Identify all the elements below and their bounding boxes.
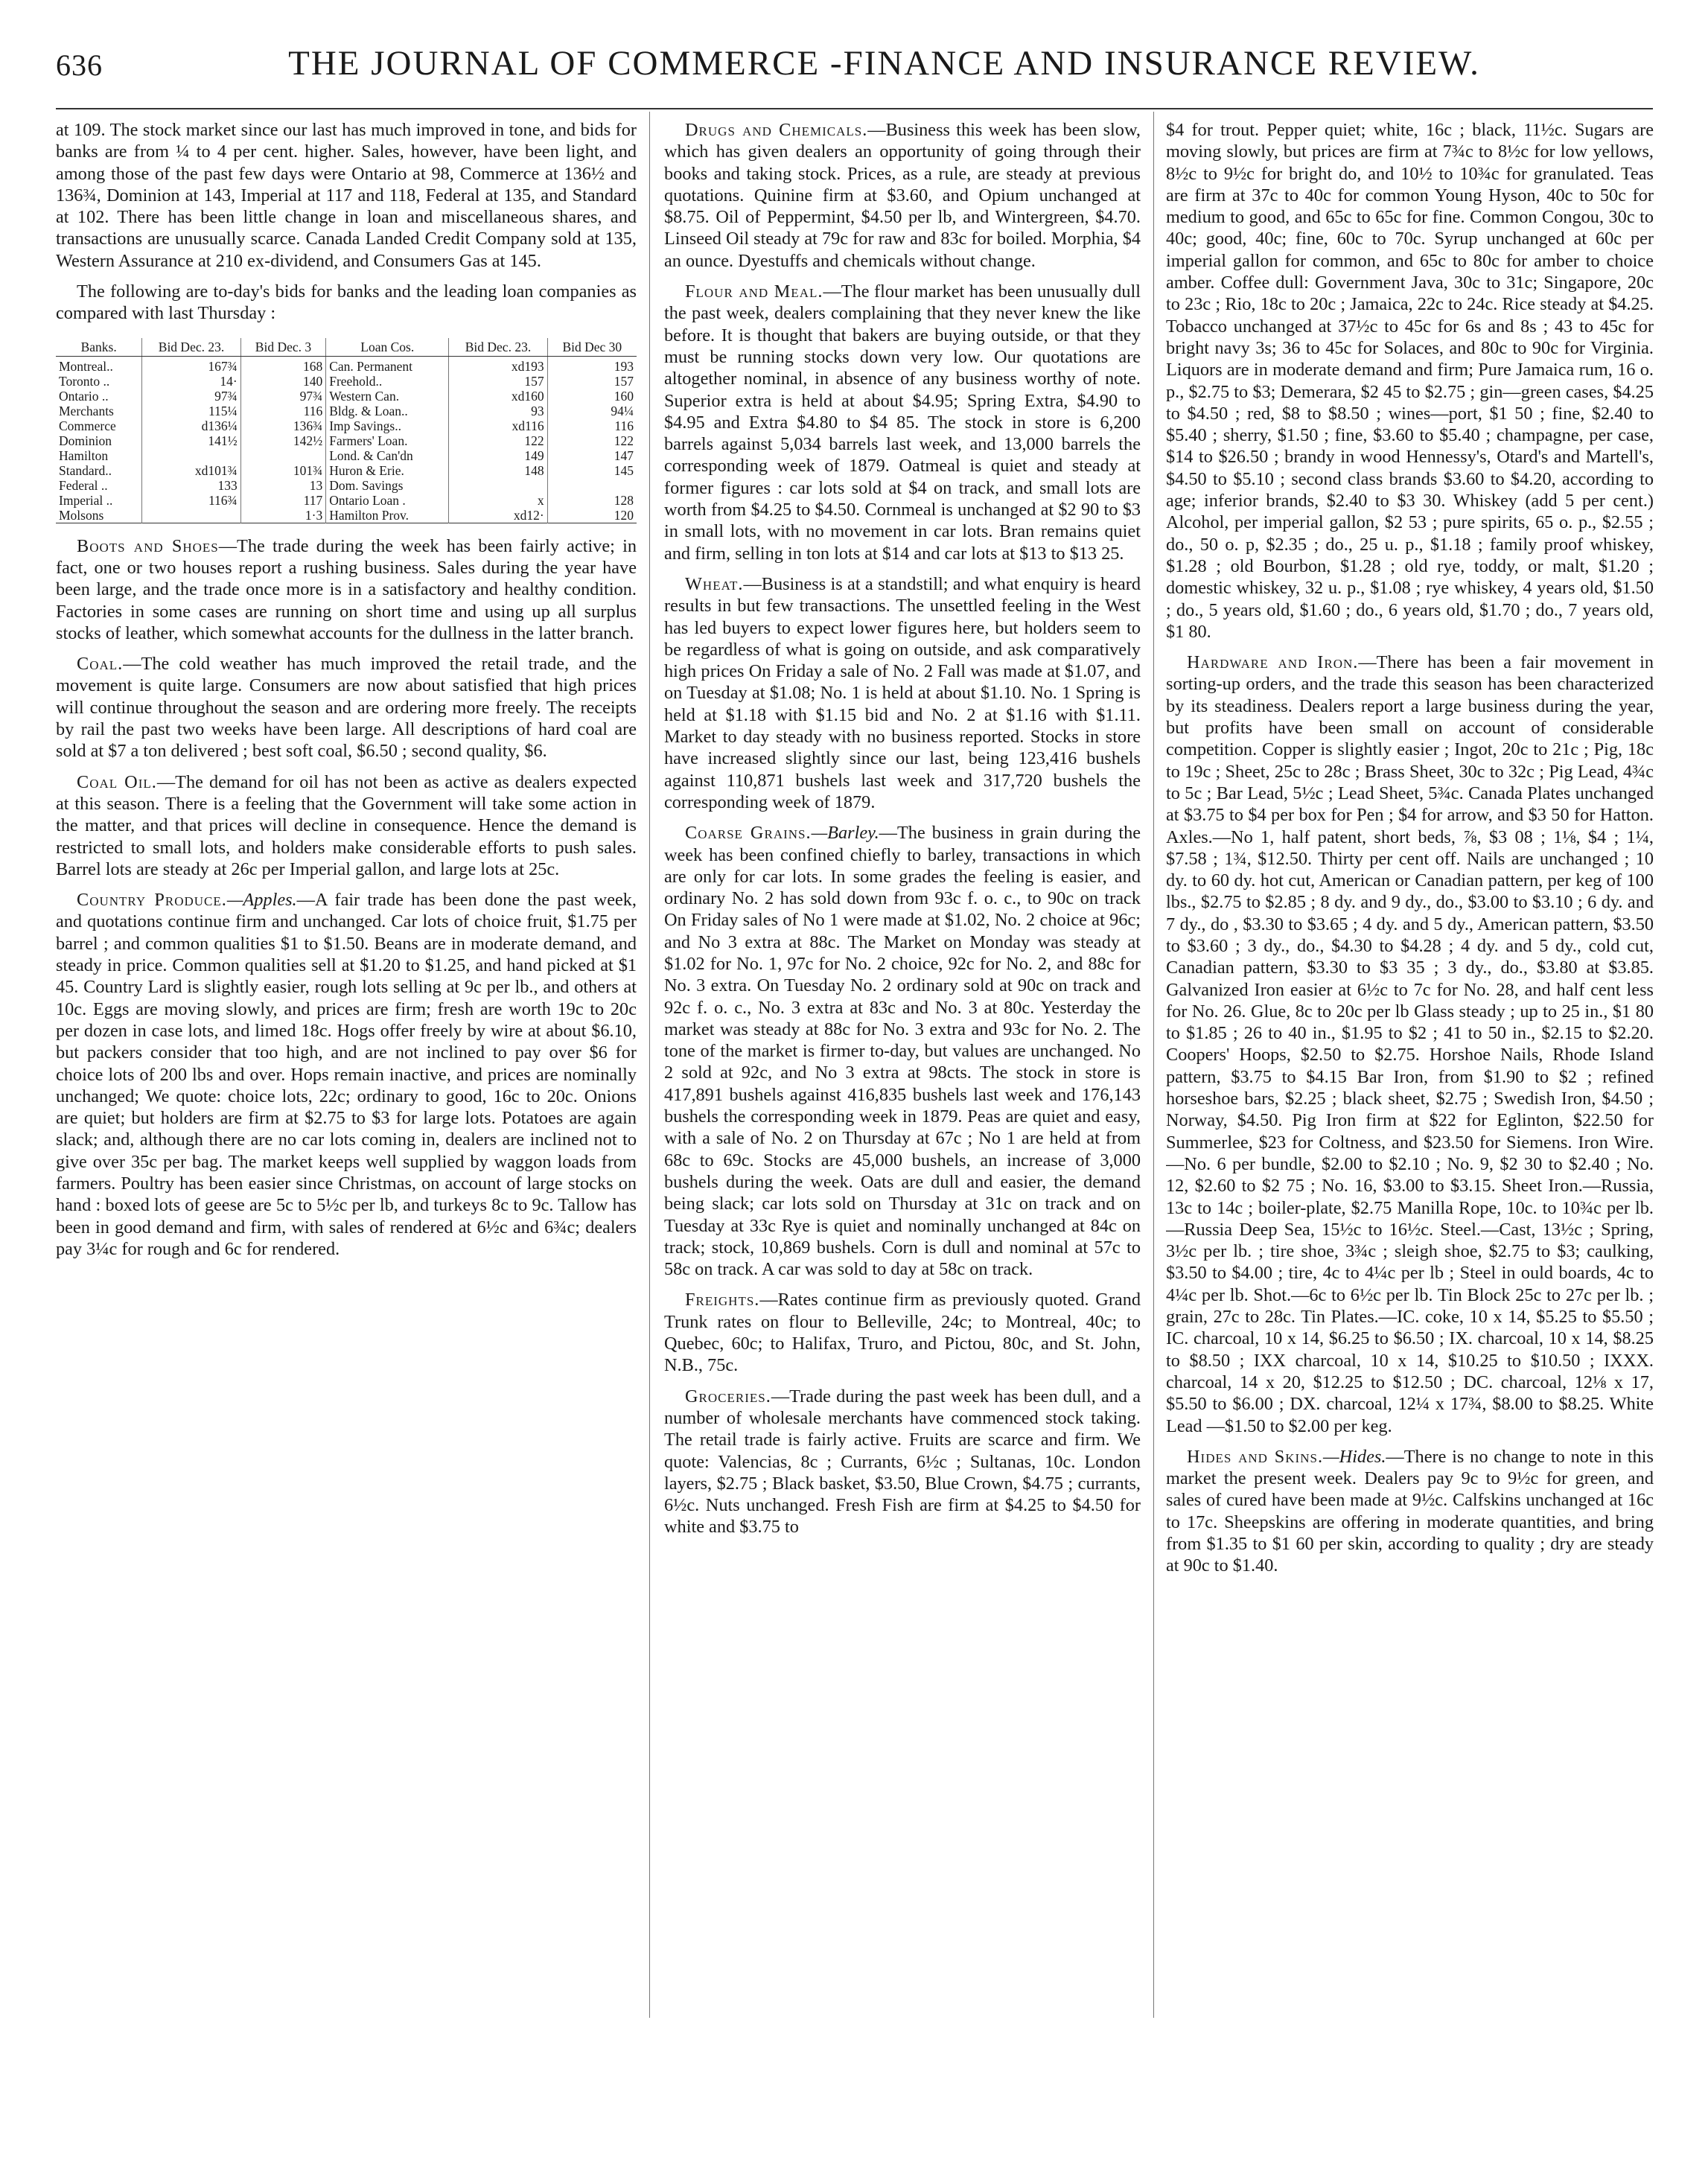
- bids-intro-paragraph: The following are to-day's bids for banks and the leading loan companies as compared with last Thursday :: [56, 281, 637, 324]
- table-cell: 149: [449, 448, 547, 463]
- column-divider-1: [649, 112, 650, 2018]
- hardware-paragraph: [1166, 652, 1654, 1437]
- table-cell: [142, 508, 240, 523]
- section-heading: Wheat.: [685, 573, 744, 594]
- table-row: [56, 493, 637, 508]
- table-cell: Molsons: [56, 508, 142, 523]
- table-cell: [240, 448, 326, 463]
- coal-paragraph: [56, 653, 637, 762]
- hides-paragraph: [1166, 1446, 1654, 1577]
- table-cell: 167¾: [142, 356, 240, 374]
- table-header: Bid Dec. 23.: [142, 338, 240, 357]
- groceries-paragraph: [664, 1386, 1141, 1538]
- table-cell: [142, 448, 240, 463]
- section-text: —The flour market has been unusually dull the past week, dealers complaining that they never knew the like before. It is thought that bakers are buying outside, or that they must be running stocks down very low. Our quotations are altogether nominal, in absence of any business worthy of note. Superior extra is held at about $4.95; Spring Extra, $4.90 to $4.95 and Extra $4.80 to $4 85. The stock in store is 6,200 barrels against 5,034 barrels last week, and 13,000 barrels the corresponding week of 1879. Oatmeal is quiet and steady at former figures : car lots sold at $4 on track, and small lots are worth from $4.25 to $4.50. Cornmeal is unchanged at $2 90 to $3 in small lots, with no movement in car lots. Bran remains quiet and firm, selling in ton lots at $14 and car lots at $13 to $13 25.: [664, 281, 1141, 564]
- table-cell: 93: [449, 404, 547, 418]
- table-cell: Bldg. & Loan..: [326, 404, 449, 418]
- bank-bids-table: [56, 338, 637, 523]
- table-cell: 122: [614, 433, 634, 448]
- section-text: —Trade during the past week has been dull, and a number of wholesale merchants have commenced stock taking. The retail trade is fairly active. Fruits are scarce and firm. We quote: Valencias, 8c ; Currants, 6½c ; Sultanas, 10c. London layers, $2.75 ; Black basket, $3.50, Blue Crown, $4.75 ; currants, 6½c. Nuts unchanged. Fresh Fish are firm at $4.25 to $4.50 for white and $3.75 to: [664, 1386, 1141, 1538]
- section-text: —There is no change to note in this market the present week. Dealers pay 9c to 9½c for green, and sales of cured have been made at 9½c. Calfskins unchanged at 16c to 17c. Sheepskins are offering in moderate quantities, and bring from $1.35 to $1 60 per skin, according to quality ; dry are steady at 90c to $1.40.: [1166, 1446, 1654, 1576]
- table-cell: 147: [614, 447, 634, 463]
- table-cell: Farmers' Loan.: [326, 433, 449, 448]
- table-cell: xd193: [449, 356, 547, 374]
- subsection-heading: —Hides.: [1323, 1446, 1386, 1467]
- section-text: —The business in grain during the week has been confined chiefly to barley, transactions in which are only for car lots. In some grades the feeling is easier, and ordinary No. 2 has sold down from 93c f. o. c., to 90c on track On Friday sales of No 1 were made at $1.02, No. 2 choice at 96c; and No 3 extra at 88c. The Market on Monday was steady at $1.02 for No. 1, 97c for No. 2 choice, 92c for No. 2, and 88c for No. 3 extra. On Tuesday No. 2 ordinary sold at 90c on track and 92c f. o. c., No. 3 extra at 83c and No. 3 at 80c. Yesterday the market was steady at 88c for No. 3 extra and 93c for No. 2. The tone of the market is firmer to-day, but values are unchanged. No 2 sold at 92c, and No 3 extra at 98cts. The stock in store is 417,891 bushels against 416,835 bushels last week and 176,143 bushels the corresponding week in 1879. Peas are quiet and easy, with a sale of No. 2 on Thursday at 67c ; No 1 are held at from 68c to 69c. Stocks are 45,000 bushels, an increase of 3,000 bushels during the week. Oats are dull and easier, the demand being slack; car lots sold on Thursday at 31c on track and on Tuesday at 33c Rye is quiet and nominally unchanged at 84c on track; stock, 10,869 bushels. Corn is dull and nominal at 57c to 58c on track. A car was sold to day at 58c on track.: [664, 823, 1141, 1280]
- running-title: THE JOURNAL OF COMMERCE -FINANCE AND INSURANCE REVIEW.: [288, 44, 1480, 83]
- table-cell: 157: [614, 373, 634, 389]
- header-rule: [56, 108, 1653, 109]
- table-cell: 116: [240, 404, 326, 418]
- table-cell: Dominion: [56, 433, 142, 448]
- section-text: —There has been a fair movement in sorting-up orders, and the trade this season has been characterized by its steadiness. Dealers report a large business during the year, but profits have been small on account of considerable competition. Copper is slightly easier ; Ingot, 20c to 21c ; Pig, 18c to 19c ; Sheet, 25c to 28c ; Brass Sheet, 30c to 32c ; Pig Lead, 4¾c to 5c ; Bar Lead, 5½c ; Lead Sheet, 5¾c. Canada Plates unchanged at $3.75 to $4 per box for Pen ; $4 for arrow, and $3 50 for Hatton. Axles.—No 1, half patent, short beds, ⅞, $3 08 ; 1⅛, $4 ; 1¼, $7.58 ; 1¾, $12.50. Thirty per cent off. Nails are unchanged ; 10 dy. to 60 dy. hot cut, American or Canadian pattern, per keg of 100 lbs., $2.75 to $2.85 ; 8 dy. and 9 dy., do., $3.00 to $3.10 ; 6 dy. and 7 dy., do , $3.30 to $3.65 ; 4 dy. and 5 dy., American pattern, $3.50 to $3.60 ; 3 dy., do., $4.30 to $4.28 ; 4 dy. and 5 dy., cold cut, Canadian pattern, $3.30 to $3 35 ; 3 dy., do., $3.80 at $3.85. Galvanized Iron easier at 6½c to 7c for No. 28, and half cent less for No. 26. Glue, 8c to 20c per lb Glass steady ; up to 25 in., $1 80 to $1.85 ; 26 to 40 in., $1.95 to $2 ; 41 to 50 in., $2.15 to $2.20. Coopers' Hoops, $2.50 to $2.75. Horshoe Nails, Rhode Island pattern, $3.75 to $4.15 Bar Iron, from $1.90 to $2 ; refined horseshoe bars, $2.25 ; black sheet, $2.75 ; Swedish Iron, $4.50 ; Norway, $4.50. Pig Iron firm at $22 for Eglinton, $22.50 for Summerlee, $23 for Coltness, and $23.50 for Siemens. Iron Wire.—No. 6 per bundle, $2.00 to $2.10 ; No. 9, $2 30 to $2.40 ; No. 12, $2.60 to $2 75 ; No. 16, $3.00 to $3.15. Sheet Iron.—Russia, 13c to 14c ; boiler-plate, $2.75 Manilla Rope, 10c. to 10¾c per lb. —Russia Deep Sea, 15½c to 16½c. Steel.—Cast, 13½c ; Spring, 3½c per lb. ; tire shoe, 3¾c ; sleigh shoe, $2.75 to $3; caulking, $3.50 to $4.00 ; tire, 4c to 4¼c per lb ; Steel in ould boards, 4c to 4¼c per lb. Shot.—6c to 6½c per lb. Tin Block 25c to 27c per lb. ; grain, 27c to 28c. Tin Plates.—IC. coke, 10 x 14, $5.25 to $5.50 ; IC. charcoal, 10 x 14, $6.25 to $6.50 ; IX. charcoal, 10 x 14, $8.25 to $8.50 ; IXX charcoal, 10 x 14, $10.25 to $10.50 ; IXXX. charcoal, 14 x 20, $12.25 to $12.50 ; DC. charcoal, 12⅛ x 17, $5.50 to $6.00 ; DX. charcoal, 12¼ x 17¾, $8.00 to $8.25. White Lead —$1.50 to $2.00 per keg.: [1166, 652, 1654, 1436]
- table-header: Bid Dec. 3: [240, 338, 326, 357]
- table-cell: 94¼: [611, 403, 634, 418]
- table-cell: Federal ..: [56, 478, 142, 493]
- table-cell: [449, 478, 547, 493]
- table-header: Bid Dec 30: [547, 338, 637, 357]
- section-heading: Country Produce.: [77, 890, 227, 911]
- wheat-paragraph: [664, 573, 1141, 813]
- section-text: —The cold weather has much improved the retail trade, and the movement is quite large. Consumers are now about satisfied that high prices will continue throughout the season and are ordering more freely. The receipts by rail the past two weeks have been large. All descriptions of hard coal are sold at $7 a ton delivered ; best soft coal, $6.50 ; second quality, $6.: [56, 654, 637, 762]
- section-text: —Business is at a standstill; and what enquiry is heard results in but few transactions. The unsettled feeling in the West has led buyers to expect lower figures here, but holders seem to be regardless of what is going on outside, and ask comparatively high prices On Friday a sale of No. 2 Fall was made at $1.07, and on Tuesday at $1.08; No. 1 is held at about $1.10. No. 1 Spring is held at $1.18 with $1.15 bid and No. 2 at $1.16 with $1.11. Market to day steady with no business reported. Stocks in store have increased slightly since our last, being 123,416 bushels against 110,871 bushels last week and 317,720 bushels the corresponding week of 1879.: [664, 573, 1141, 812]
- section-text: —The demand for oil has not been as active as dealers expected at this season. There is a feeling that the Government will take some action in the matter, and that prices will decline in consequence. Hence the demand is restricted to small lots, and holders make considerable efforts to push sales. Barrel lots are steady at 26c per Imperial gallon, and large lots at 25c.: [56, 771, 637, 879]
- table-cell: 160: [614, 388, 634, 404]
- table-row: [56, 374, 637, 389]
- stock-market-paragraph: at 109. The stock market since our last has much improved in tone, and bids for banks are from ¼ to 4 per cent. higher. Sales, however, have been light, and among those of the past few days were Ontario at 98, Commerce at 136½ and 136¾, Dominion at 143, Imperial at 117 and 118, Federal at 135, and Standard at 102. There has been little change in loan and miscellaneous shares, and transactions are unusually scarce. Canada Landed Credit Company sold at 135, Western Assurance at 210 ex-dividend, and Consumers Gas at 145.: [56, 120, 637, 271]
- table-cell: x: [449, 493, 547, 508]
- table-cell: d136¼: [142, 418, 240, 433]
- table-cell: Merchants: [56, 404, 142, 418]
- table-cell: 13: [240, 478, 326, 493]
- section-heading: Boots and Shoes: [77, 535, 219, 556]
- table-cell: 157: [449, 374, 547, 389]
- table-cell: 120: [614, 507, 634, 523]
- table-row: [56, 508, 637, 523]
- table-cell: 140: [240, 374, 326, 389]
- table-cell: 97¾: [142, 389, 240, 404]
- table-cell: 142½: [240, 433, 326, 448]
- subsection-heading: —Barley.: [811, 823, 879, 844]
- table-cell: 116¾: [142, 493, 240, 508]
- table-cell: 141½: [142, 433, 240, 448]
- coal-oil-paragraph: [56, 771, 637, 880]
- table-cell: Montreal..: [56, 356, 142, 374]
- country-produce-paragraph: [56, 889, 637, 1260]
- section-heading: Coal.: [77, 654, 124, 675]
- table-cell: Ontario ..: [56, 389, 142, 404]
- table-cell: 1·3: [240, 508, 326, 523]
- table-cell: Can. Permanent: [326, 356, 449, 374]
- flour-paragraph: [664, 281, 1141, 564]
- table-header: Banks.: [56, 338, 142, 357]
- table-cell: 97¾: [240, 389, 326, 404]
- section-heading: Hardware and Iron.: [1187, 652, 1359, 673]
- groceries-continued-paragraph: $4 for trout. Pepper quiet; white, 16c ; black, 11½c. Sugars are moving slowly, but prices are firm at 7¾c to 8½c for low yellows, 8½c to 9½c for bright do, and 10½ to 10¾c for granulated. Teas are firm at 37c to 40c for common Young Hyson, 40c to 50c for medium to good, and 65c to 65c for fine. Common Congou, 30c to 40c; good, 40c; fine, 60c to 70c. Syrup unchanged at 60c per imperial gallon for common, and 65c to 80c for amber to choice amber. Coffee dull: Government Java, 30c to 31c; Singapore, 20c to 23c ; Rio, 18c to 20c ; Jamaica, 22c to 24c. Rice steady at $4.25. Tobacco unchanged at 37½c to 45c for 6s and 8s ; 43 to 45c for bright navy 3s; 36 to 45c for Solaces, and 80c to 90c for Virginia. Liquors are in moderate demand and firm; Pure Jamaica rum, 16 o. p., $2.75 to $3; Demerara, $2 45 to $2.75 ; gin—green cases, $4.25 to $4.50 ; red, $8 to $8.50 ; wines—port, $1 50 ; fine, $2.40 to $5.40 ; sherry, $1.50 ; fine, $3.60 to $5.40 ; champagne, per case, $14 to $26.50 ; brandy in wood Hennessy's, Otard's and Martell's, $4.50 to $5.10 ; second class brands $3.60 to $4.20, according to age; inferior brands, $2.40 to $3 30. Whiskey (add 5 per cent.) Alcohol, per imperial gallon, $2 53 ; pure spirits, 65 o. p., $2.55 ; do., 50 o. p, $2.35 ; do., 25 u. p., $1.18 ; family proof whiskey, $1.28 ; old Bourbon, $1.28 ; old rye, toddy, or malt, $1.20 ; domestic whiskey, 32 u. p., $1.08 ; rye whiskey, 4 years old, $1.50 ; do., 5 years old, $1.60 ; do., 6 years old, $1.70 ; do., 7 years old, $1 80.: [1166, 120, 1654, 642]
- coarse-grains-paragraph: [664, 822, 1141, 1280]
- table-cell: 116: [614, 418, 634, 433]
- section-heading: Groceries.: [685, 1386, 771, 1407]
- table-cell: xd101¾: [142, 463, 240, 478]
- table-cell: 193: [614, 358, 634, 374]
- table-cell: xd116: [449, 418, 547, 433]
- table-row: [56, 463, 637, 478]
- table-row: [56, 418, 637, 433]
- table-cell: xd12·: [449, 508, 547, 523]
- subsection-heading: —Apples.: [226, 890, 297, 911]
- table-header: Bid Dec. 23.: [449, 338, 547, 357]
- drugs-paragraph: [664, 119, 1141, 272]
- table-row: [56, 404, 637, 418]
- table-header: Loan Cos.: [326, 338, 449, 357]
- table-cell: Huron & Erie.: [326, 463, 449, 478]
- column-3: [1166, 119, 1654, 2003]
- table-cell: 136¾: [240, 418, 326, 433]
- section-text: —Business this week has been slow, which has given dealers an opportunity of going through their books and taking stock. Prices, as a rule, are steady at previous quotations. Quinine firm at $3.60, and Opium unchanged at $8.75. Oil of Peppermint, $4.50 per lb, and Wintergreen, $4.70. Linseed Oil steady at 79c for raw and 83c for boiled. Morphia, $4 an ounce. Dyestuffs and chemicals without change.: [664, 120, 1141, 271]
- section-text: —A fair trade has been done the past week, and quotations continue firm and unchanged. Car lots of choice fruit, $1.75 per barrel ; and common qualities $1 to $1.50. Beans are in moderate demand, and steady in price. Common qualities sell at $1.20 to $1.25, and hand picked at $1 45. Country Lard is slightly easier, rough lots selling at 9c per lb., and others at 10c. Eggs are moving slowly, and prices are firm; fresh are worth 19c to 20c per dozen in case lots, and limed 18c. Hogs offer freely by wire at about $6.10, but packers consider that too high, and are not inclined to pay over $6 for choice lots of 200 lbs and over. Hops remain inactive, and prices are nominally unchanged; We quote: choice lots, 22c; ordinary to good, 16c to 20c. Onions are quiet; but holders are firm at $2.75 to $3 for large lots. Potatoes are again slack; and, although there are no car lots coming in, dealers are inclined not to give over 35c per bag. The market keeps well supplied by waggon loads from farmers. Poultry has been easier since Christmas, on account of large stocks on hand : boxed lots of geese are 5c to 5½c per lb, and turkeys 8c to 9c. Tallow has been in good demand and firm, with sales of rendered at 6½c and 6¾c; dealers pay 3¼c for rough and 6c for rendered.: [56, 890, 637, 1259]
- table-cell: Imperial ..: [56, 493, 142, 508]
- page-number: 636: [56, 48, 103, 82]
- table-cell: xd160: [449, 389, 547, 404]
- table-cell: 122: [449, 433, 547, 448]
- table-cell: 128: [614, 492, 634, 508]
- table-cell: Toronto ..: [56, 374, 142, 389]
- table-row: [56, 433, 637, 448]
- column-divider-2: [1153, 112, 1154, 2018]
- section-text: —Rates continue firm as previously quoted. Grand Trunk rates on flour to Belleville, 24c; to Montreal, 40c; to Quebec, 60c; to Halifax, Truro, and Pictou, 80c, and St. John, N.B., 75c.: [664, 1290, 1141, 1376]
- table-header-row: [56, 338, 637, 357]
- section-heading: Drugs and Chemicals.: [685, 120, 868, 140]
- freights-paragraph: [664, 1289, 1141, 1376]
- table-cell: 115¼: [142, 404, 240, 418]
- table-cell: 145: [614, 462, 634, 478]
- section-heading: Flour and Meal.: [685, 281, 823, 302]
- table-cell: Hamilton: [56, 448, 142, 463]
- table-cell: Imp Savings..: [326, 418, 449, 433]
- table-row: [56, 356, 637, 374]
- table-cell: 117: [240, 493, 326, 508]
- column-2: [664, 119, 1141, 2003]
- section-heading: Coarse Grains.: [685, 823, 812, 844]
- table-row: [56, 478, 637, 493]
- boots-shoes-paragraph: [56, 535, 637, 644]
- table-cell: 14·: [142, 374, 240, 389]
- section-heading: Coal Oil.: [77, 771, 157, 792]
- page-header: [56, 43, 1653, 88]
- table-cell: 148: [449, 463, 547, 478]
- table-cell: Lond. & Can'dn: [326, 448, 449, 463]
- table-row: [56, 448, 637, 463]
- table-cell: 101¾: [240, 463, 326, 478]
- table-cell: Western Can.: [326, 389, 449, 404]
- table-cell: Hamilton Prov.: [326, 508, 449, 523]
- section-text: —The trade during the week has been fairly active; in fact, one or two houses report a rushing business. Sales during the year have been large, and the trade once more is in a satisfactory and healthy condition. Factories in some cases are running on short time and using up all surplus stocks of leather, which somewhat accounts for the dullness in the latter branch.: [56, 535, 637, 643]
- table-cell: Ontario Loan .: [326, 493, 449, 508]
- table-row: [56, 389, 637, 404]
- table-cell: 168: [240, 356, 326, 374]
- table-cell: 133: [142, 478, 240, 493]
- table-cell: Standard..: [56, 463, 142, 478]
- table-cell: Freehold..: [326, 374, 449, 389]
- table-cell: [547, 478, 637, 493]
- table-cell: Commerce: [56, 418, 142, 433]
- section-heading: Hides and Skins.: [1187, 1446, 1324, 1467]
- table-body: [56, 356, 637, 523]
- table-cell: Dom. Savings: [326, 478, 449, 493]
- column-1: [56, 119, 637, 2003]
- section-heading: Freights.: [685, 1290, 760, 1310]
